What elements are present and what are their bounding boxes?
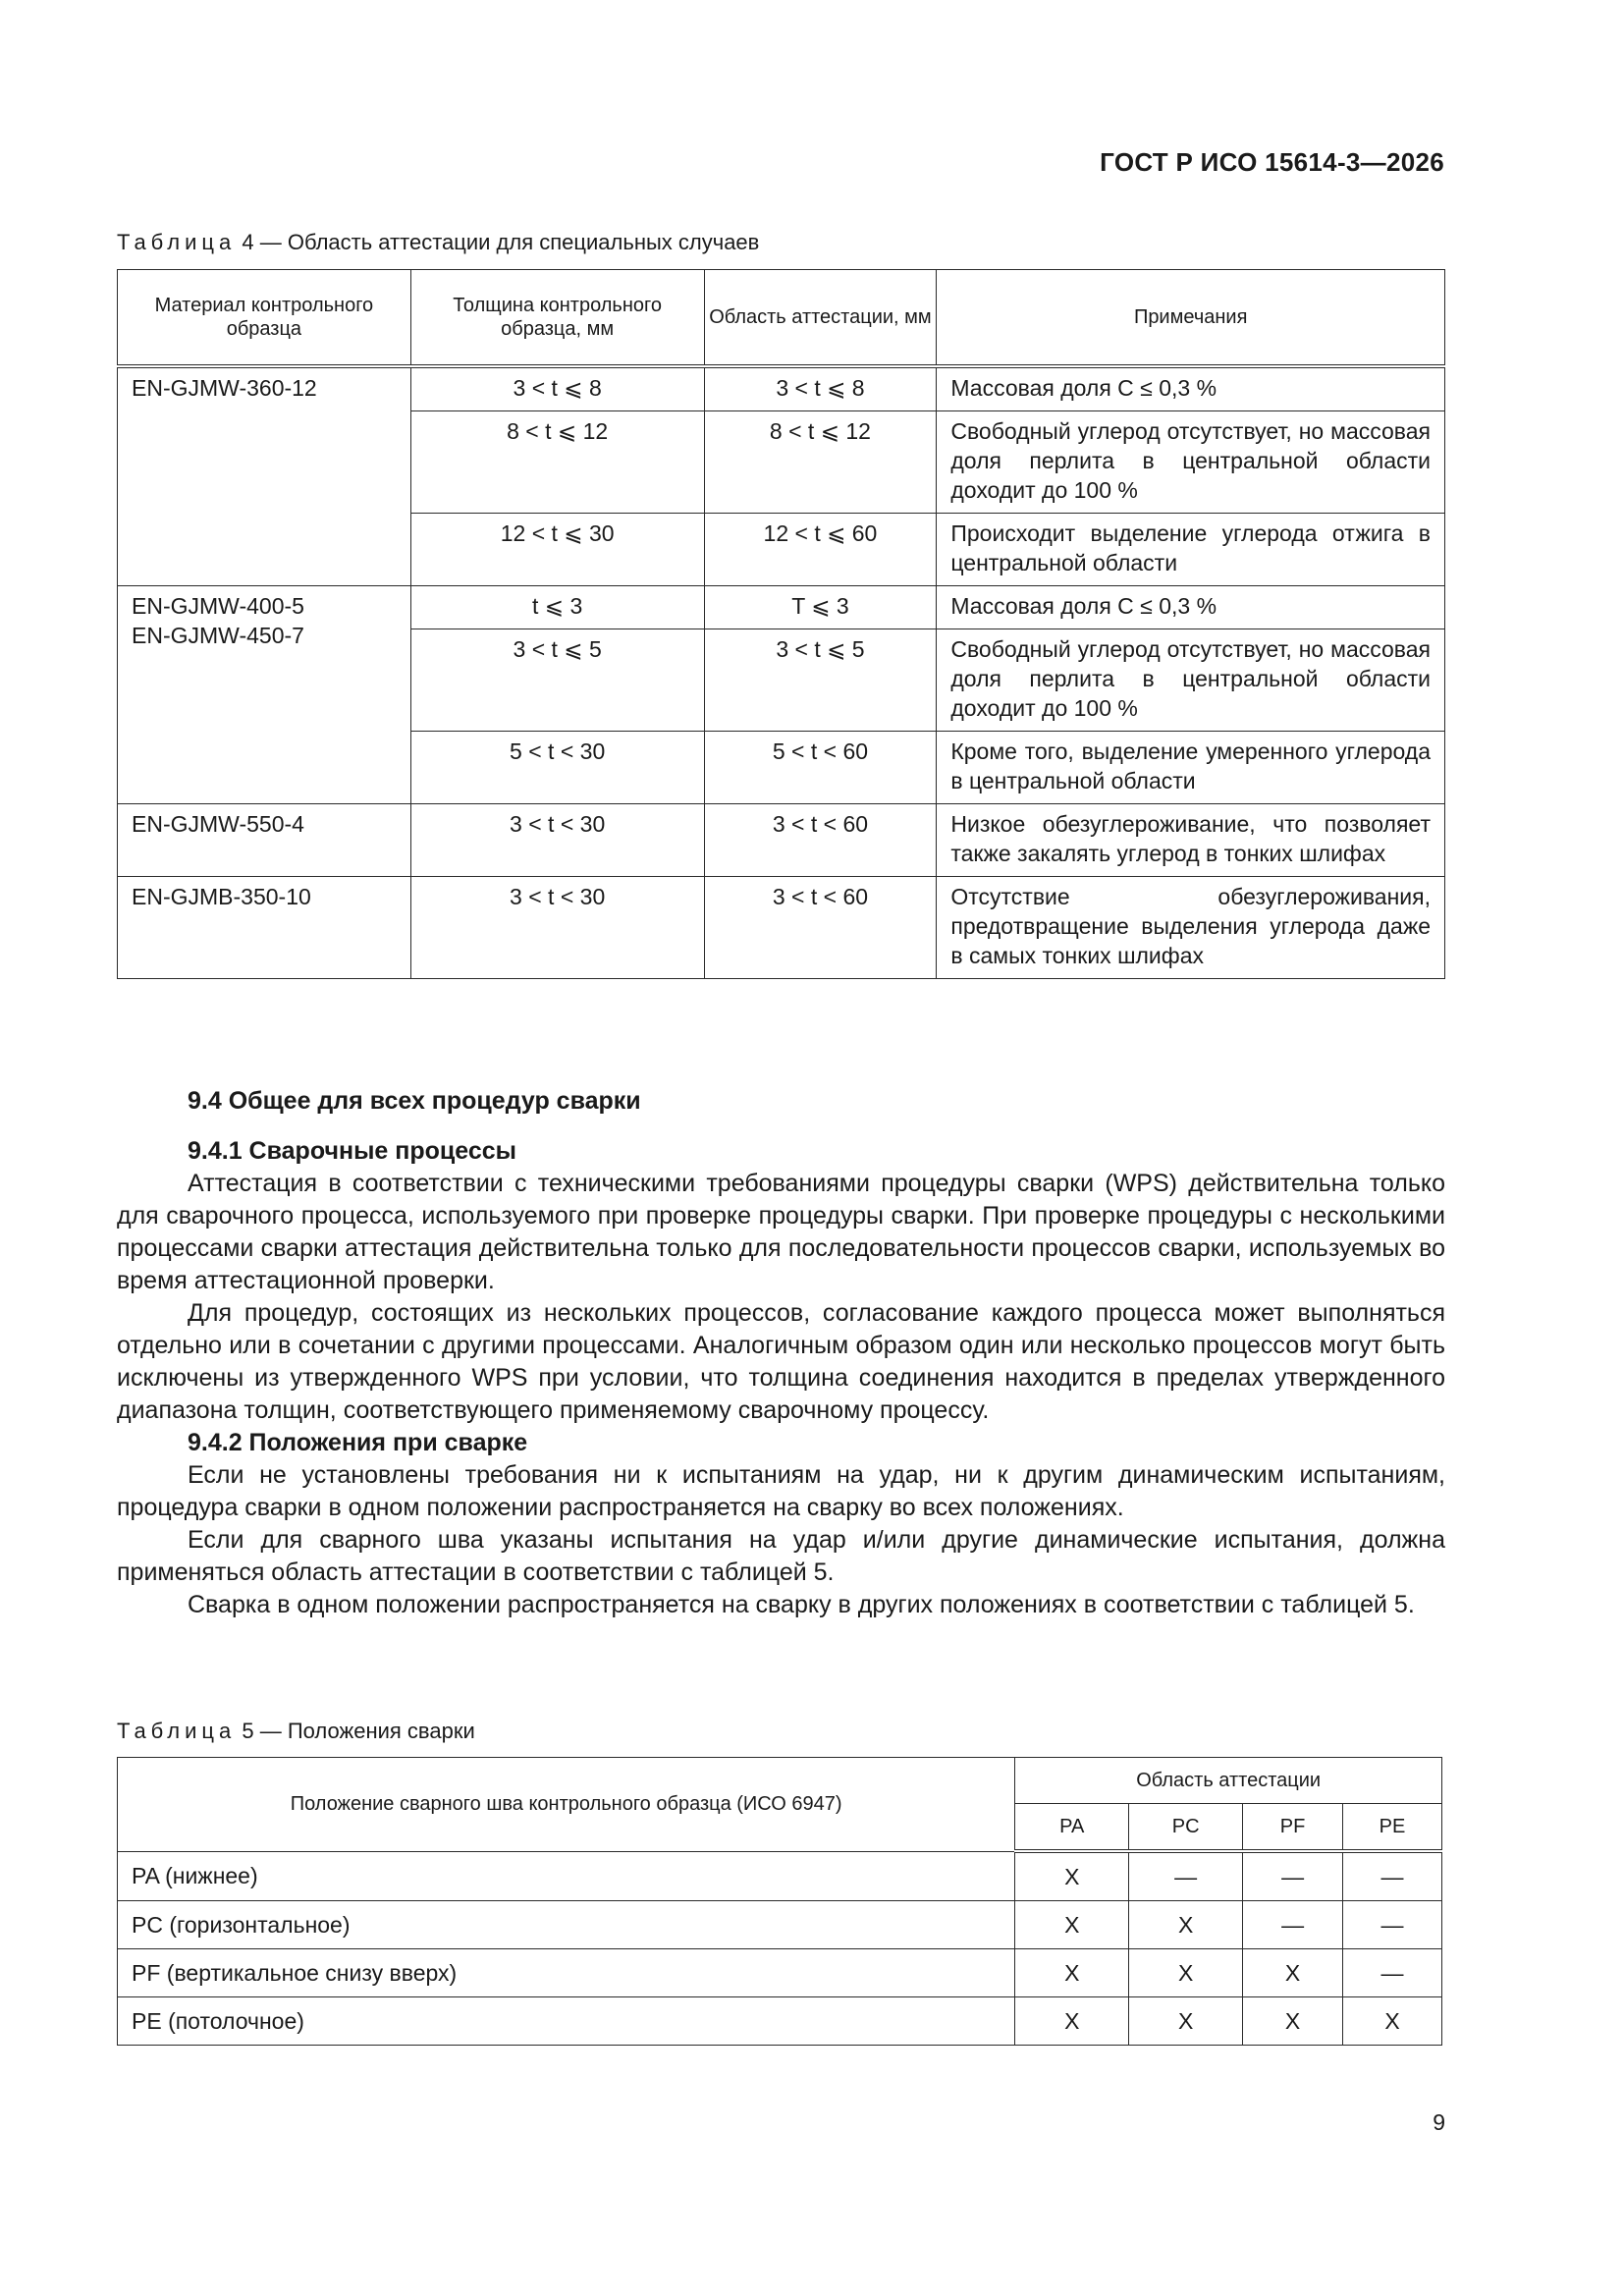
paragraph: Если для сварного шва указаны испытания на удар и/или другие динамические испытания, должна применяться область аттестации в соответствии с таблицей 5. — [117, 1526, 1445, 1586]
material-name: EN-GJMB-350-10 — [132, 884, 311, 909]
page-number: 9 — [1433, 2109, 1445, 2135]
position-cell: PF (вертикальное снизу вверх) — [118, 1949, 1015, 1997]
table4-header-notes: Примечания — [937, 270, 1445, 367]
mark-cell: — — [1243, 1851, 1343, 1901]
document-code: ГОСТ Р ИСО 15614-3—2026 — [1100, 147, 1444, 177]
table4-caption-label: Таблица — [117, 230, 237, 254]
note-cell: Свободный углерод отсутствует, но массовая доля перлита в центральной области доходит до 100 % — [937, 411, 1445, 514]
thickness-cell: 5 < t < 30 — [410, 732, 704, 804]
position-cell: PA (нижнее) — [118, 1851, 1015, 1901]
mark-cell: X — [1015, 1901, 1129, 1949]
table4-header-thickness: Толщина контрольного образца, мм — [410, 270, 704, 367]
thickness-cell: t ⩽ 3 — [410, 586, 704, 629]
material-name: EN-GJMW-360-12 — [132, 375, 317, 401]
note-cell: Массовая доля C ≤ 0,3 % — [937, 366, 1445, 411]
table4-caption-title: 4 — Область аттестации для специальных случаев — [242, 230, 760, 254]
table5-header-range: Область аттестации — [1015, 1758, 1442, 1804]
paragraph: Сварка в одном положении распространяется на сварку в других положениях в соответствии с таблицей 5. — [188, 1591, 1415, 1618]
note-cell: Массовая доля C ≤ 0,3 % — [937, 586, 1445, 629]
table5-col-pc: PC — [1129, 1804, 1243, 1852]
mark-cell: X — [1015, 1997, 1129, 2046]
mark-cell: X — [1343, 1997, 1442, 2046]
thickness-cell: 3 < t ⩽ 5 — [410, 629, 704, 732]
thickness-cell: 3 < t < 30 — [410, 877, 704, 979]
note-cell: Отсутствие обезуглероживания, предотвращение выделения углерода даже в самых тонких шлифах — [937, 877, 1445, 979]
table-row — [118, 1901, 1442, 1949]
paragraph: Если не установлены требования ни к испытаниям на удар, ни к другим динамическим испытаниям, процедура сварки в одном положении распространяется на сварку во всех положениях. — [117, 1461, 1445, 1521]
heading-9-4: 9.4 Общее для всех процедур сварки — [188, 1087, 641, 1115]
mark-cell: — — [1129, 1851, 1243, 1901]
note-cell: Кроме того, выделение умеренного углерода в центральной области — [937, 732, 1445, 804]
mark-cell: — — [1243, 1901, 1343, 1949]
material-name: EN-GJMW-450-7 — [132, 623, 304, 648]
mark-cell: X — [1243, 1949, 1343, 1997]
mark-cell: X — [1243, 1997, 1343, 2046]
table5-welding-positions — [117, 1757, 1442, 2046]
table-row — [118, 1949, 1442, 1997]
material-name: EN-GJMW-550-4 — [132, 811, 304, 837]
mark-cell: X — [1129, 1997, 1243, 2046]
note-cell: Происходит выделение углерода отжига в центральной области — [937, 514, 1445, 586]
thickness-cell: 8 < t ⩽ 12 — [410, 411, 704, 514]
material-cell — [118, 586, 411, 804]
table5-col-pf: PF — [1243, 1804, 1343, 1852]
table-row — [118, 877, 1445, 979]
heading-9-4-1: 9.4.1 Сварочные процессы — [188, 1137, 517, 1165]
table4-qualification-range — [117, 269, 1445, 979]
material-name: EN-GJMW-400-5 — [132, 593, 304, 619]
section-9-4 — [117, 1085, 1445, 1621]
note-cell: Низкое обезуглероживание, что позволяет также закалять углерод в тонких шлифах — [937, 804, 1445, 877]
mark-cell: X — [1129, 1949, 1243, 1997]
table5-col-pa: PA — [1015, 1804, 1129, 1852]
mark-cell: X — [1015, 1949, 1129, 1997]
paragraph: Для процедур, состоящих из нескольких процессов, согласование каждого процесса может выполняться отдельно или в сочетании с другими процессами. Аналогичным образом один или несколько процессов могут быть исключены из утвержденного WPS при условии, что толщина соединения находится в пределах утвержденного диапазона толщин, соответствующего применяемому сварочному процессу. — [117, 1299, 1445, 1424]
heading-9-4-2: 9.4.2 Положения при сварке — [188, 1429, 528, 1456]
note-cell: Свободный углерод отсутствует, но массовая доля перлита в центральной области доходит до 100 % — [937, 629, 1445, 732]
mark-cell: — — [1343, 1949, 1442, 1997]
range-cell: 3 < t ⩽ 8 — [704, 366, 937, 411]
mark-cell: X — [1015, 1851, 1129, 1901]
range-cell: 12 < t ⩽ 60 — [704, 514, 937, 586]
table-row — [118, 586, 1445, 629]
table4-header-material: Материал контрольного образца — [118, 270, 411, 367]
range-cell: 3 < t < 60 — [704, 804, 937, 877]
range-cell: 8 < t ⩽ 12 — [704, 411, 937, 514]
table5-caption-label: Таблица — [117, 1719, 237, 1743]
paragraph: Аттестация в соответствии с техническими требованиями процедуры сварки (WPS) действительна только для сварочного процесса, используемого при проверке процедуры сварки. При проверке процедуры с несколькими процессами сварки аттестация действительна только для последовательности процессов сварки, используемых во время аттестационной проверки. — [117, 1170, 1445, 1294]
material-cell — [118, 366, 411, 586]
table5-caption-title: 5 — Положения сварки — [242, 1719, 475, 1743]
table-row — [118, 366, 1445, 411]
table-row — [118, 1851, 1442, 1901]
range-cell: 5 < t < 60 — [704, 732, 937, 804]
mark-cell: X — [1129, 1901, 1243, 1949]
range-cell: T ⩽ 3 — [704, 586, 937, 629]
table-row — [118, 1997, 1442, 2046]
table-row — [118, 804, 1445, 877]
range-cell: 3 < t ⩽ 5 — [704, 629, 937, 732]
range-cell: 3 < t < 60 — [704, 877, 937, 979]
table4-caption — [117, 230, 759, 255]
mark-cell: — — [1343, 1851, 1442, 1901]
position-cell: PE (потолочное) — [118, 1997, 1015, 2046]
position-cell: PC (горизонтальное) — [118, 1901, 1015, 1949]
table4-header-range: Область аттестации, мм — [704, 270, 937, 367]
table5-col-pe: PE — [1343, 1804, 1442, 1852]
thickness-cell: 3 < t < 30 — [410, 804, 704, 877]
mark-cell: — — [1343, 1901, 1442, 1949]
table5-header-position: Положение сварного шва контрольного образца (ИСО 6947) — [118, 1758, 1015, 1852]
material-cell — [118, 804, 411, 877]
thickness-cell: 12 < t ⩽ 30 — [410, 514, 704, 586]
material-cell — [118, 877, 411, 979]
thickness-cell: 3 < t ⩽ 8 — [410, 366, 704, 411]
table5-caption — [117, 1719, 475, 1744]
